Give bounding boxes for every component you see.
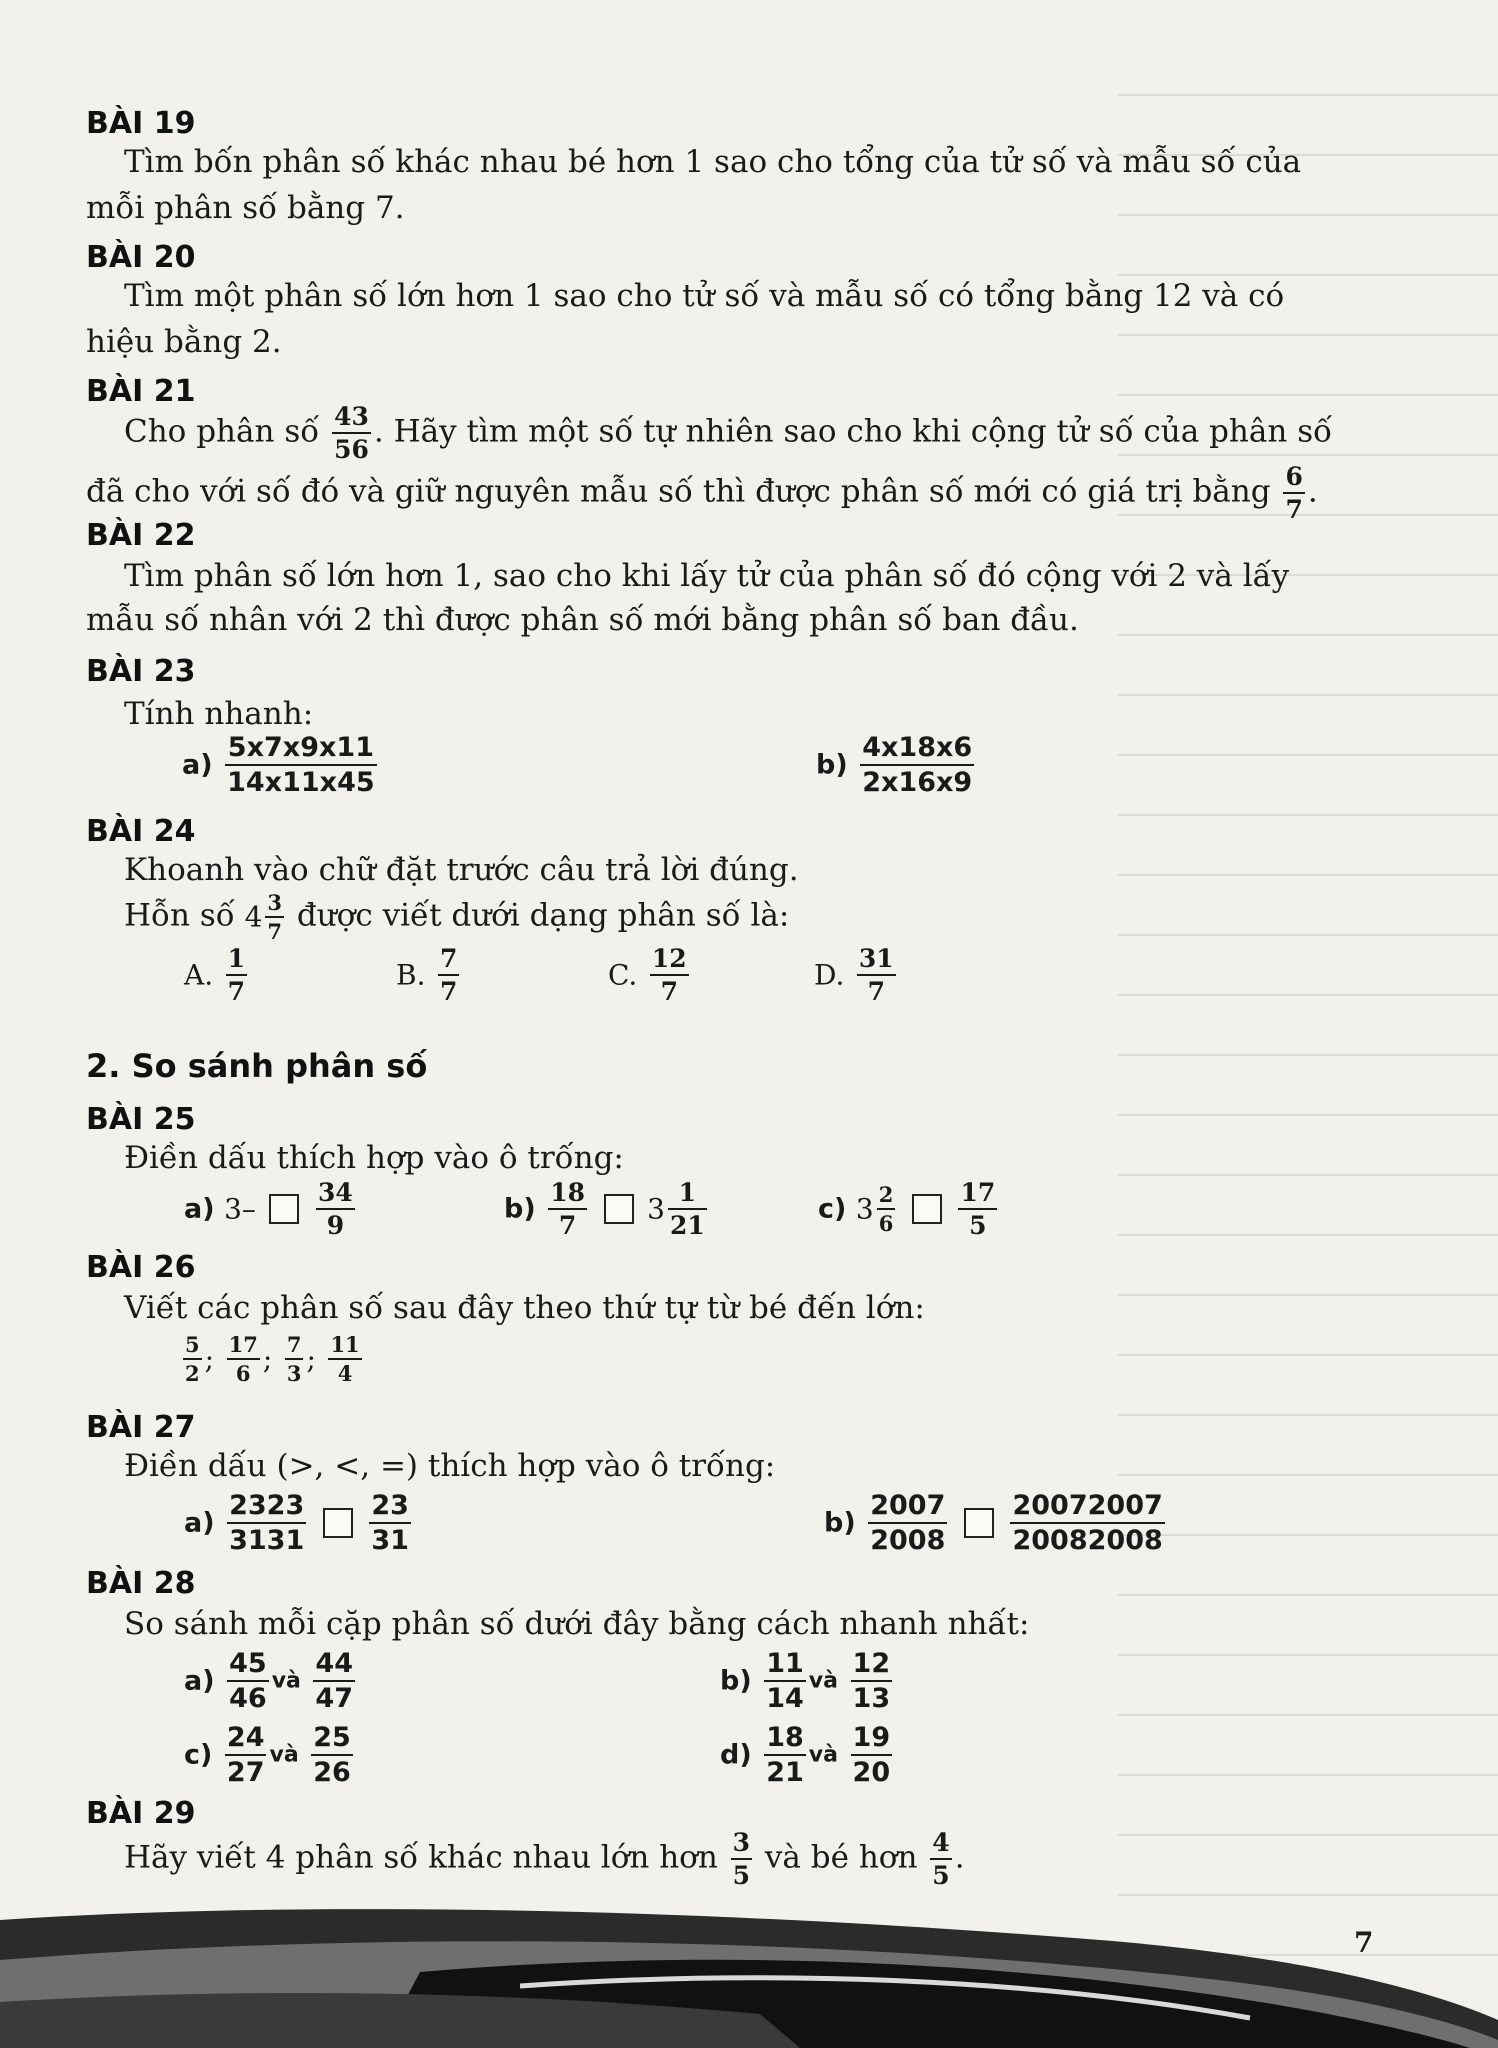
- item-label: c): [818, 1193, 847, 1225]
- denominator: 14x11x45: [227, 767, 375, 798]
- denominator: 47: [315, 1683, 353, 1714]
- option-fraction: [438, 946, 459, 1004]
- numerator: 5x7x9x11: [225, 734, 377, 766]
- exercise-title-21: BÀI 21: [86, 374, 196, 409]
- text-segment: Hãy viết 4 phân số khác nhau lớn hơn: [124, 1839, 718, 1876]
- exercise-title-20: BÀI 20: [86, 240, 196, 275]
- item-label: b): [824, 1507, 856, 1539]
- decorative-swoosh: [0, 1890, 1498, 2048]
- denominator: 3: [286, 1361, 302, 1386]
- fraction-4-5: [930, 1830, 951, 1888]
- exercise-26-fractions: [180, 1334, 365, 1384]
- numerator: 12: [650, 946, 689, 976]
- mixed-whole: 4: [244, 900, 263, 934]
- denominator: 14: [766, 1683, 804, 1714]
- fraction-20072007-20082008: [1010, 1492, 1164, 1554]
- numerator: 19: [851, 1724, 893, 1756]
- text-segment: được viết dưới dạng phân số là:: [296, 897, 790, 934]
- exercise-19-line-1: Tìm bốn phân số khác nhau bé hơn 1 sao cho tổng của tử số và mẫu số của: [124, 144, 1302, 180]
- exercise-28-a: [184, 1650, 358, 1712]
- text-segment: Cho phân số: [124, 413, 320, 450]
- numerator: 11: [764, 1650, 806, 1682]
- denominator: 2x16x9: [862, 767, 973, 798]
- separator: ;: [204, 1342, 215, 1376]
- exercise-24-line-1: Khoanh vào chữ đặt trước câu trả lời đúng.: [124, 852, 799, 888]
- fraction-11-14: [764, 1650, 806, 1712]
- fraction-45-46: [227, 1650, 269, 1712]
- fraction-34-9: [316, 1180, 355, 1238]
- text-segment: .: [1307, 473, 1318, 510]
- option-c[interactable]: [608, 946, 692, 1004]
- exercise-title-28: BÀI 28: [86, 1566, 196, 1601]
- fraction-1-21: [668, 1180, 707, 1238]
- item-label: a): [184, 1193, 215, 1225]
- option-a[interactable]: [184, 946, 250, 1004]
- bleed-through-text: [1118, 60, 1498, 1960]
- exercise-19-line-2: mỗi phân số bằng 7.: [86, 190, 405, 226]
- fraction-12-13: [851, 1650, 893, 1712]
- numerator: 34: [316, 1180, 355, 1210]
- numerator: 17: [958, 1180, 997, 1210]
- denominator: 7: [227, 977, 246, 1006]
- fraction-18-7: [548, 1180, 587, 1238]
- option-label: D.: [814, 958, 845, 992]
- fraction-6-7: [1283, 464, 1304, 522]
- numerator: 24: [225, 1724, 267, 1756]
- item-label: b): [504, 1193, 536, 1225]
- separator: ;: [262, 1342, 273, 1376]
- fraction-7-3: [285, 1334, 304, 1384]
- mixed-whole: 3: [647, 1192, 665, 1226]
- numerator: 20072007: [1010, 1492, 1164, 1524]
- item-label: a): [182, 749, 213, 781]
- numerator: 44: [313, 1650, 355, 1682]
- fraction-18-21: [764, 1724, 806, 1786]
- fraction-23-31: [369, 1492, 411, 1554]
- denominator: 46: [229, 1683, 267, 1714]
- answer-box[interactable]: [964, 1508, 994, 1538]
- numerator: 25: [311, 1724, 353, 1756]
- denominator: 2: [185, 1361, 200, 1386]
- denominator: 4: [337, 1361, 353, 1386]
- exercise-28-d: [720, 1724, 895, 1786]
- exercise-20-line-1: Tìm một phân số lớn hơn 1 sao cho tử số và mẫu số có tổng bằng 12 và có: [124, 278, 1285, 314]
- numerator: 1: [668, 1180, 707, 1210]
- text-segment: . Hãy tìm một số tự nhiên sao cho khi cộng tử số của phân số: [373, 413, 1333, 450]
- denominator: 5: [932, 1861, 950, 1890]
- item-label: d): [720, 1739, 752, 1771]
- numerator: 18: [548, 1180, 587, 1210]
- conjunction: và: [808, 1668, 838, 1694]
- exercise-22-line-1: Tìm phân số lớn hơn 1, sao cho khi lấy tử của phân số đó cộng với 2 và lấy: [124, 558, 1290, 594]
- answer-box[interactable]: [323, 1508, 353, 1538]
- option-label: C.: [608, 958, 638, 992]
- numerator: 7: [285, 1334, 304, 1360]
- fraction-2323-3131: [227, 1492, 306, 1554]
- exercise-title-27: BÀI 27: [86, 1410, 196, 1445]
- denominator: 5: [732, 1861, 751, 1890]
- numerator: 7: [438, 946, 459, 976]
- denominator: 20: [852, 1757, 891, 1788]
- section-heading: 2. So sánh phân số: [86, 1047, 428, 1085]
- exercise-25-c: [818, 1180, 1000, 1238]
- numerator: 2323: [227, 1492, 306, 1524]
- item-label: b): [720, 1665, 752, 1697]
- exercise-title-19: BÀI 19: [86, 106, 196, 141]
- exercise-title-25: BÀI 25: [86, 1102, 196, 1137]
- fraction-17-5: [958, 1180, 997, 1238]
- fraction-11-4: [328, 1334, 361, 1384]
- item-label: c): [184, 1739, 213, 1771]
- option-fraction: [650, 946, 689, 1004]
- denominator: 7: [867, 977, 885, 1006]
- fraction-5-2: [183, 1334, 202, 1384]
- numerator: 2007: [868, 1492, 947, 1524]
- answer-box[interactable]: [912, 1194, 942, 1224]
- option-fraction: [857, 946, 896, 1004]
- conjunction: và: [808, 1742, 838, 1768]
- numerator: 45: [227, 1650, 269, 1682]
- fraction-2007-2008: [868, 1492, 947, 1554]
- denominator: 2008: [870, 1525, 946, 1556]
- fraction-17-6: [227, 1334, 260, 1384]
- denominator: 7: [440, 977, 458, 1006]
- numerator: 43: [332, 404, 371, 434]
- denominator: 3131: [229, 1525, 305, 1556]
- denominator: 31: [371, 1525, 409, 1556]
- exercise-27-intro: Điền dấu (>, <, =) thích hợp vào ô trống:: [124, 1448, 776, 1484]
- fraction-2-6: [877, 1184, 896, 1234]
- numerator: 12: [851, 1650, 893, 1682]
- left-expression: 3–: [224, 1192, 256, 1226]
- text-segment: .: [954, 1839, 965, 1876]
- option-d[interactable]: [814, 946, 899, 1004]
- exercise-27-b: [824, 1492, 1168, 1554]
- exercise-29-line: [124, 1830, 965, 1888]
- numerator: 1: [226, 946, 247, 976]
- fraction-44-47: [313, 1650, 355, 1712]
- numerator: 5: [183, 1334, 202, 1360]
- denominator: 27: [226, 1757, 265, 1788]
- numerator: 2: [877, 1184, 896, 1210]
- exercise-25-b: [504, 1180, 710, 1238]
- exercise-title-24: BÀI 24: [86, 814, 196, 849]
- text-segment: và bé hơn: [764, 1839, 918, 1876]
- numerator: 3: [731, 1830, 752, 1860]
- exercise-title-22: BÀI 22: [86, 518, 196, 553]
- fraction-25-26: [311, 1724, 353, 1786]
- numerator: 4: [930, 1830, 951, 1860]
- conjunction: và: [269, 1742, 299, 1768]
- item-label: b): [816, 749, 848, 781]
- exercise-26-intro: Viết các phân số sau đây theo thứ tự từ bé đến lớn:: [124, 1290, 925, 1326]
- numerator: 23: [369, 1492, 411, 1524]
- fraction-23b: [860, 734, 974, 796]
- denominator: 6: [878, 1211, 894, 1236]
- mixed-whole: 3: [855, 1192, 874, 1226]
- exercise-25-a: [184, 1180, 358, 1238]
- option-b[interactable]: [396, 946, 462, 1004]
- denominator: 5: [969, 1211, 987, 1240]
- denominator: 21: [669, 1211, 705, 1240]
- numerator: 18: [764, 1724, 806, 1756]
- fraction-43-56: [332, 404, 371, 462]
- denominator: 56: [334, 435, 369, 464]
- option-label: A.: [184, 958, 214, 992]
- answer-box[interactable]: [604, 1194, 634, 1224]
- exercise-title-29: BÀI 29: [86, 1796, 196, 1831]
- denominator: 20082008: [1012, 1525, 1163, 1556]
- fraction-24-27: [225, 1724, 267, 1786]
- numerator: 6: [1283, 464, 1304, 494]
- exercise-27-a: [184, 1492, 414, 1554]
- exercise-22-line-2: mẫu số nhân với 2 thì được phân số mới bằng phân số ban đầu.: [86, 602, 1079, 638]
- text-segment: Hỗn số: [124, 897, 235, 934]
- exercise-28-b: [720, 1650, 895, 1712]
- denominator: 13: [852, 1683, 891, 1714]
- option-fraction: [226, 946, 247, 1004]
- numerator: 11: [328, 1334, 361, 1360]
- exercise-title-26: BÀI 26: [86, 1250, 196, 1285]
- denominator: 7: [660, 977, 678, 1006]
- denominator: 6: [235, 1361, 251, 1386]
- text-segment: đã cho với số đó và giữ nguyên mẫu số thì được phân số mới có giá trị bằng: [86, 473, 1271, 510]
- answer-box[interactable]: [269, 1194, 299, 1224]
- option-label: B.: [396, 958, 426, 992]
- fraction-23a: [225, 734, 377, 796]
- exercise-28-intro: So sánh mỗi cặp phân số dưới đây bằng cách nhanh nhất:: [124, 1606, 1030, 1642]
- exercise-20-line-2: hiệu bằng 2.: [86, 324, 282, 360]
- item-label: a): [184, 1665, 215, 1697]
- conjunction: và: [271, 1668, 301, 1694]
- denominator: 26: [313, 1757, 351, 1788]
- denominator: 21: [766, 1757, 804, 1788]
- exercise-28-c: [184, 1724, 356, 1786]
- fraction-3-5: [731, 1830, 752, 1888]
- denominator: 7: [1285, 495, 1303, 524]
- exercise-23-b: [816, 734, 977, 796]
- exercise-21-line-2: [86, 464, 1318, 522]
- exercise-21-line-1: [124, 404, 1332, 462]
- numerator: 17: [227, 1334, 260, 1360]
- exercise-25-intro: Điền dấu thích hợp vào ô trống:: [124, 1140, 624, 1176]
- item-label: a): [184, 1507, 215, 1539]
- fraction-19-20: [851, 1724, 893, 1786]
- exercise-23-intro: Tính nhanh:: [124, 696, 314, 732]
- denominator: 7: [558, 1211, 577, 1240]
- numerator: 3: [265, 892, 284, 918]
- exercise-title-23: BÀI 23: [86, 654, 196, 689]
- numerator: 4x18x6: [860, 734, 974, 766]
- denominator: 9: [326, 1211, 345, 1240]
- numerator: 31: [857, 946, 896, 976]
- exercise-24-line-2: [124, 892, 789, 942]
- page-number: 7: [1354, 1926, 1374, 1959]
- exercise-23-a: [182, 734, 380, 796]
- fraction-3-7: [265, 892, 284, 942]
- separator: ;: [306, 1342, 316, 1376]
- denominator: 7: [267, 919, 283, 944]
